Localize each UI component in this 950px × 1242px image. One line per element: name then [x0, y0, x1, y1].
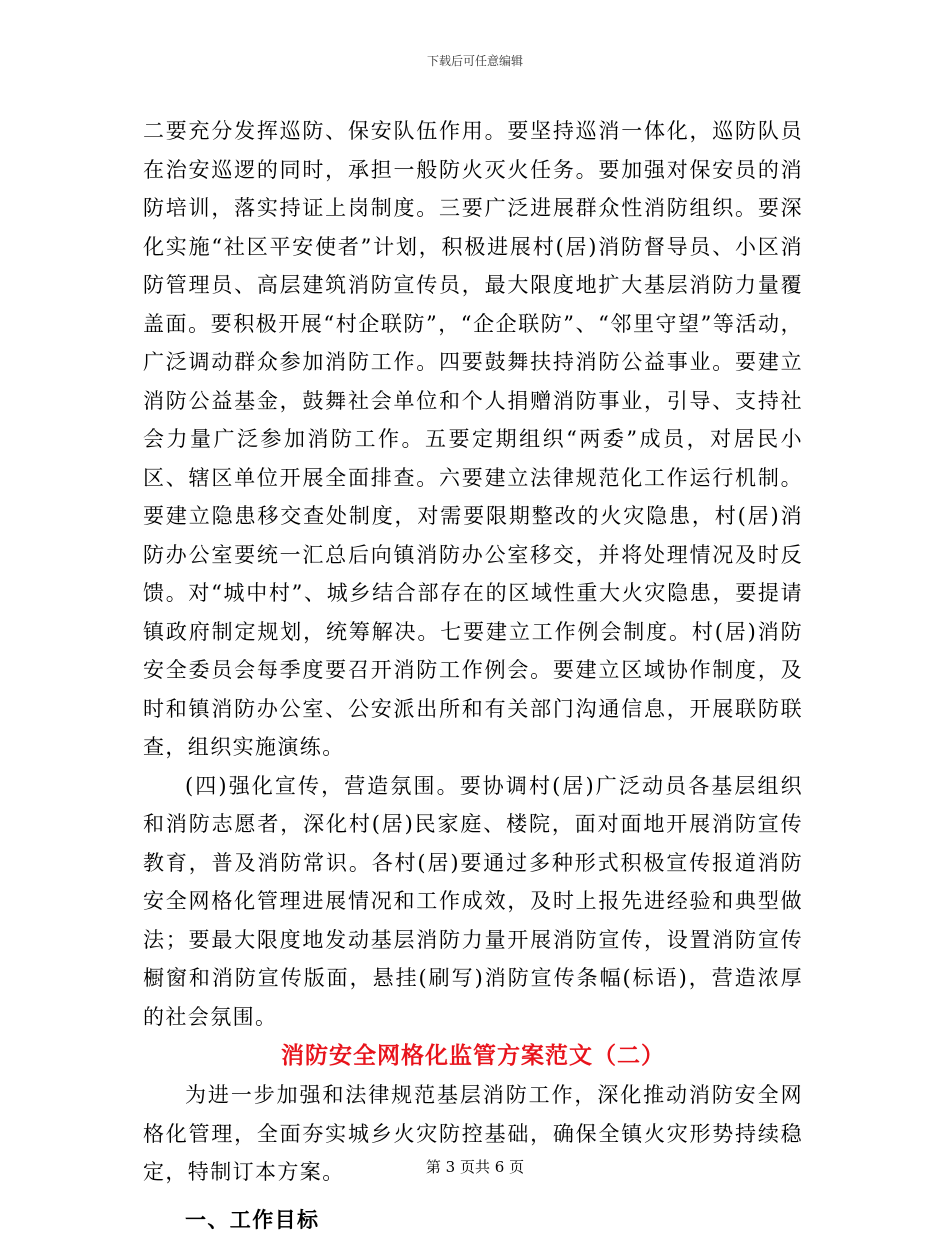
- document-body: [143, 112, 803, 1242]
- body-paragraph-2: (四)强化宣传，营造氛围。要协调村(居)广泛动员各基层组织和消防志愿者，深化村(居)民家庭、楼院，面对面地开展消防宣传教育，普及消防常识。各村(居)要通过多种形式积极宣传报道消防安全网格化管理进展情况和工作成效，及时上报先进经验和典型做法；要最大限度地发动基层消防力量开展消防宣传，设置消防宣传橱窗和消防宣传版面，悬挂(刷写)消防宣传条幅(标语)，营造浓厚的社会氛围。: [143, 773, 803, 1029]
- body-paragraph-1: 二要充分发挥巡防、保安队伍作用。要坚持巡消一体化，巡防队员在治安巡逻的同时，承担一般防火灭火任务。要加强对保安员的消防培训，落实持证上岗制度。三要广泛进展群众性消防组织。要深化实施“社区平安使者”计划，积极进展村(居)消防督导员、小区消防管理员、高层建筑消防宣传员，最大限度地扩大基层消防力量覆盖面。要积极开展“村企联防”，“企企联防”、“邻里守望”等活动，广泛调动群众参加消防工作。四要鼓舞扶持消防公益事业。要建立消防公益基金，鼓舞社会单位和个人捐赠消防事业，引导、支持社会力量广泛参加消防工作。五要定期组织“两委”成员，对居民小区、辖区单位开展全面排查。六要建立法律规范化工作运行机制。要建立隐患移交查处制度，对需要限期整改的火灾隐患，村(居)消防办公室要统一汇总后向镇消防办公室移交，并将处理情况及时反馈。对“城中村”、城乡结合部存在的区域性重大火灾隐患，要提请镇政府制定规划，统筹解决。七要建立工作例会制度。村(居)消防安全委员会每季度要召开消防工作例会。要建立区域协作制度，及时和镇消防办公室、公安派出所和有关部门沟通信息，开展联防联查，组织实施演练。: [143, 119, 803, 759]
- page-header-note: 下载后可任意编辑: [426, 54, 523, 68]
- section-title: 消防安全网格化监管方案范文（二）: [281, 1042, 665, 1069]
- section-heading-work-goals: 一、工作目标: [185, 1206, 320, 1232]
- body-paragraph-3: 为进一步加强和法律规范基层消防工作，深化推动消防安全网格化管理，全面夯实城乡火灾防控基础，确保全镇火灾形势持续稳定，特制订本方案。: [143, 1083, 803, 1184]
- page-number-footer: 第 3 页共 6 页: [425, 1158, 525, 1176]
